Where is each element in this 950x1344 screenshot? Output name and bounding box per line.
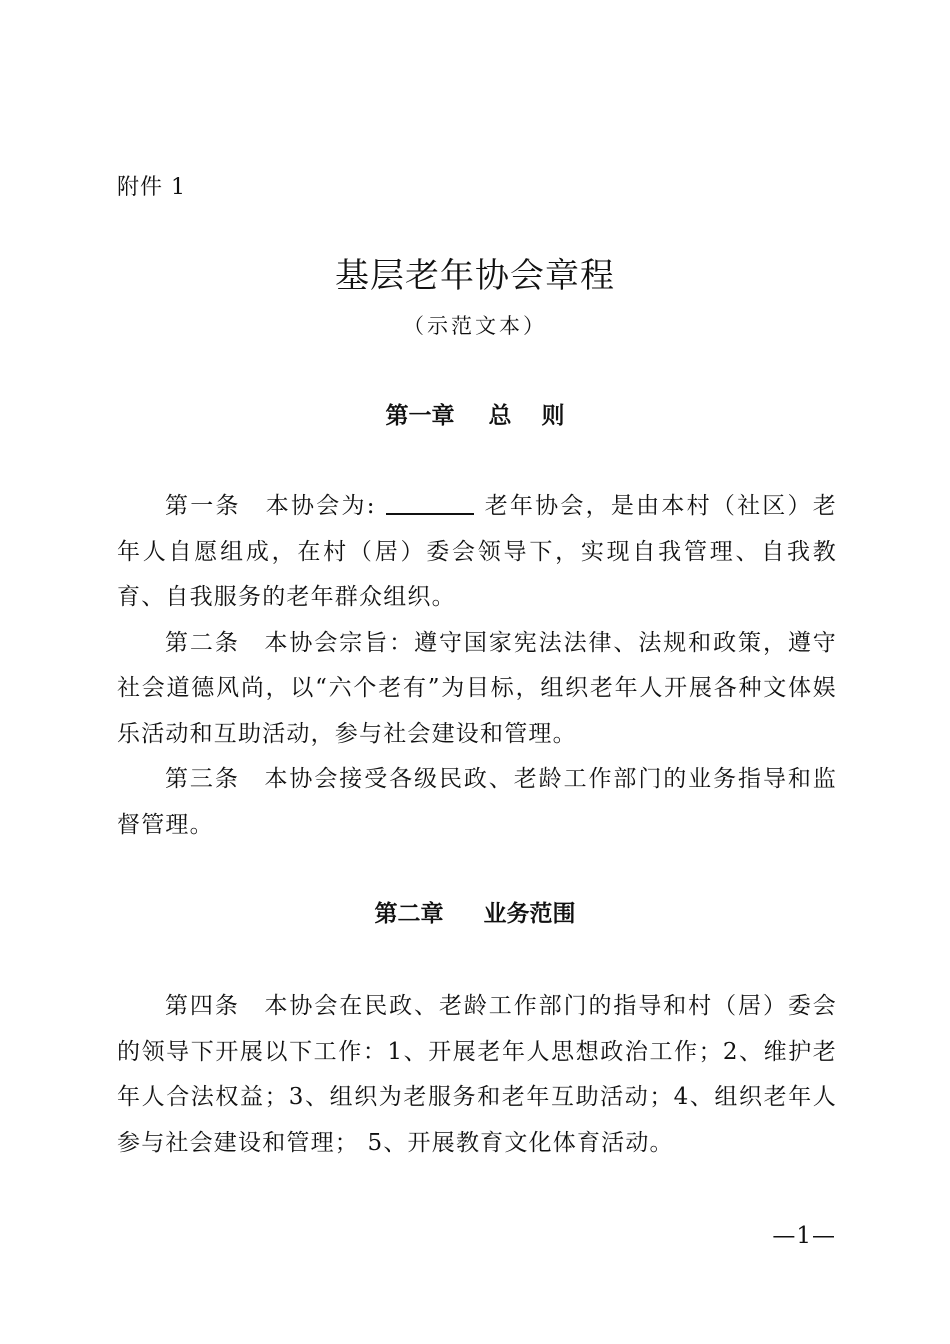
article-1 (117, 484, 837, 621)
article-1-text-before-blank: 本协会为: (264, 493, 376, 519)
page-number: —1— (772, 1223, 836, 1249)
article-2-text: 本协会宗旨：遵守国家宪法法律、法规和政策，遵守社会道德风尚，以“六个老有”为目标，组织老年人开展各种文体娱乐活动和互助活动，参与社会建设和管理。 (117, 629, 837, 747)
article-1-label: 第一条 (165, 493, 241, 519)
article-3-label: 第三条 (165, 766, 240, 792)
chapter-1-body (117, 484, 837, 848)
article-3 (117, 757, 837, 848)
chapter-1-name-part1: 总 (488, 403, 512, 429)
chapter-1-heading (0, 398, 950, 434)
chapter-2-heading (0, 896, 950, 932)
document-title: 基层老年协会章程 (335, 256, 615, 296)
fill-in-blank[interactable] (386, 491, 474, 515)
article-2-label: 第二条 (165, 629, 240, 656)
chapter-2-body (117, 984, 837, 1166)
article-3-text: 本协会接受各级民政、老龄工作部门的业务指导和监督管理。 (117, 766, 837, 838)
attachment-label: 附件 1 (117, 175, 186, 200)
article-2 (117, 621, 837, 758)
chapter-1-label: 第一章 (385, 403, 455, 429)
document-subtitle: （示范文本） (403, 314, 547, 338)
chapter-2-label: 第二章 (374, 901, 444, 927)
article-4 (117, 984, 837, 1166)
chapter-1-name-part2: 则 (541, 403, 565, 429)
chapter-2-name: 业务范围 (483, 901, 576, 927)
article-1-text-after-blank: 老年协会，是由本村（社区）老年人自愿组成，在村（居）委会领导下，实现自我管理、自我教育、自我服务的老年群众组织。 (117, 493, 837, 610)
article-4-text: 本协会在民政、老龄工作部门的指导和村（居）委会的领导下开展以下工作：1、开展老年人思想政治工作；2、维护老年人合法权益；3、组织为老服务和老年互助活动；4、组织老年人参与社会建设和管理； 5、开展教育文化体育活动。 (117, 993, 837, 1156)
article-4-label: 第四条 (165, 993, 240, 1019)
